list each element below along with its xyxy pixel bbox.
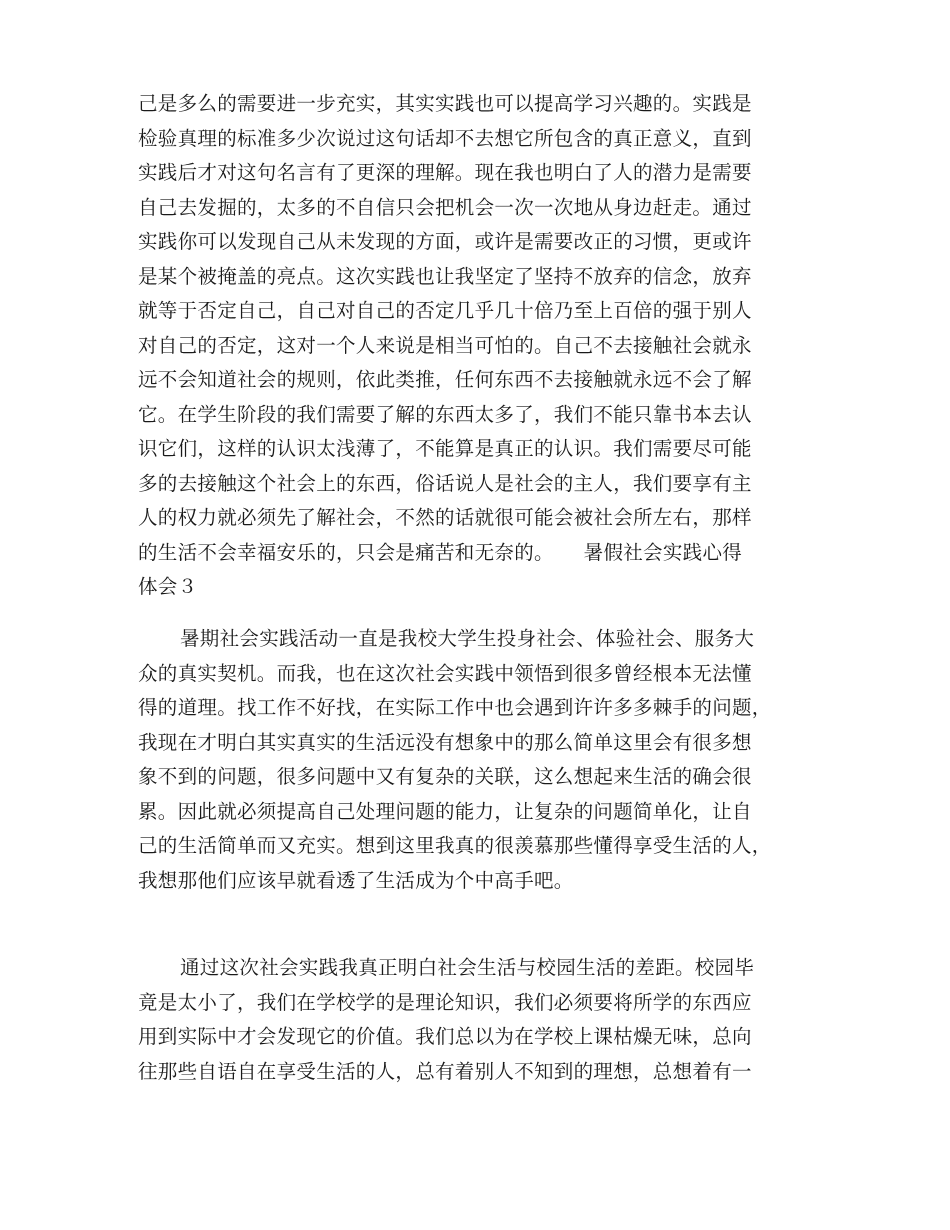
text-line: 就等于否定自己，自己对自己的否定几乎几十倍乃至上百倍的强于别人 — [138, 299, 752, 322]
paragraph-continuation — [138, 87, 818, 605]
text-line: 是某个被掩盖的亮点。这次实践也让我坚定了坚持不放弃的信念，放弃 — [138, 264, 752, 288]
text-line: 通过这次社会实践我真正明白社会生活与校园生活的差距。校园毕 — [180, 956, 755, 979]
text-line: 众的真实契机。而我，也在这次社会实践中领悟到很多曾经根本无法懂 — [138, 661, 752, 685]
text-line: 它。在学生阶段的我们需要了解的东西太多了，我们不能只靠书本去认 — [138, 402, 752, 426]
text-line: 检验真理的标准多少次说过这句话却不去想它所包含的真正意义，直到 — [138, 126, 752, 150]
section-heading-line: 体会３ — [138, 575, 198, 598]
text-line: 我想那他们应该早就看透了生活成为个中高手吧。 — [138, 868, 574, 892]
text-line: 实践后才对这句名言有了更深的理解。现在我也明白了人的潜力是需要 — [138, 161, 752, 184]
text-line: 的生活不会幸福安乐的，只会是痛苦和无奈的。 暑假社会实践心得 — [138, 540, 743, 564]
text-line: 识它们，这样的认识太浅薄了，不能算是真正的认识。我们需要尽可能 — [138, 437, 752, 460]
text-line: 往那些自语自在享受生活的人，总有着别人不知到的理想，总想着有一 — [138, 1059, 752, 1083]
text-line: 自己去发掘的，太多的不自信只会把机会一次一次地从身边赶走。通过 — [138, 195, 752, 219]
text-line: 人的权力就必须先了解社会，不然的话就很可能会被社会所左右，那样 — [138, 506, 752, 529]
text-line: 累。因此就必须提高自己处理问题的能力，让复杂的问题简单化，让自 — [138, 799, 752, 823]
text-line: 对自己的否定，这对一个人来说是相当可怕的。自己不去接触社会就永 — [138, 333, 752, 357]
text-line: 得的道理。找工作不好找，在实际工作中也会遇到许许多多棘手的问题， — [138, 696, 772, 719]
text-line: 实践你可以发现自己从未发现的方面，或许是需要改正的习惯，更或许 — [138, 230, 752, 253]
text-line: 象不到的问题，很多问题中又有复杂的关联，这么想起来生活的确会很 — [138, 765, 752, 788]
text-line: 己的生活简单而又充实。想到这里我真的很羡慕那些懂得享受生活的人， — [138, 834, 772, 857]
text-line: 用到实际中才会发现它的价值。我们总以为在学校上课枯燥无味，总向 — [138, 1025, 752, 1048]
text-line: 己是多么的需要进一步充实，其实实践也可以提高学习兴趣的。实践是 — [138, 92, 752, 115]
text-line: 远不会知道社会的规则，依此类推，任何东西不去接触就永远不会了解 — [138, 368, 752, 391]
text-line: 竟是太小了，我们在学校学的是理论知识，我们必须要将所学的东西应 — [138, 990, 752, 1014]
text-line: 暑期社会实践活动一直是我校大学生投身社会、体验社会、服务大 — [180, 627, 755, 650]
paragraph-campus-life — [138, 951, 818, 1089]
paragraph-summer-practice — [138, 622, 818, 898]
text-line: 多的去接触这个社会上的东西，俗话说人是社会的主人，我们要享有主 — [138, 471, 752, 495]
text-line: 我现在才明白其实真实的生活远没有想象中的那么简单这里会有很多想 — [138, 730, 752, 754]
